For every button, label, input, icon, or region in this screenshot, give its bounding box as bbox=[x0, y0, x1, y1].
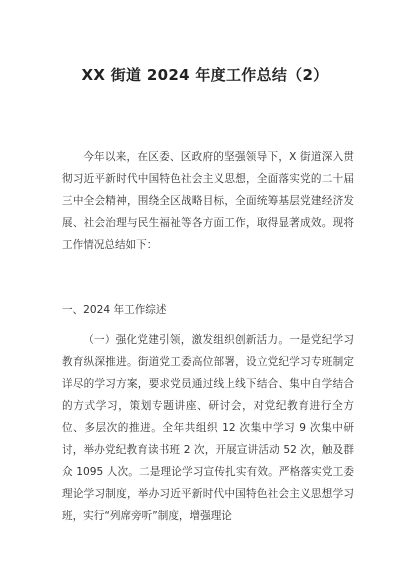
section-heading: 一、2024 年工作综述 bbox=[62, 304, 167, 316]
body-paragraph: （一）强化党建引领，激发组织创新活力。一是党纪学习教育纵深推进。街道党工委高位部署，设立党纪学习专班制定详尽的学习方案，要求党员通过线上线下结合、集中自学结合的方式学习，策划专题讲座、研讨会，对党纪教育进行全方位、多层次的推进。全年共组织 12 次集中学习 9 次集中研讨，举办党纪教育读书班 2 次，开展宣讲活动 52 次，触及群众 1095 人次。二是理论学习宣传扎实有效。严格落实党工委理论学习制度，举办习近平新时代中国特色社会主义思想学习班，实行“列席旁听”制度，增强理论 bbox=[62, 334, 354, 522]
document-title: XX 街道 2024 年度工作总结（2） bbox=[81, 66, 329, 84]
intro-paragraph: 今年以来，在区委、区政府的坚强领导下，X 街道深入贯彻习近平新时代中国特色社会主义思想，全面落实党的二十届三中全会精神，围绕全区战略目标，全面统筹基层党建经济发展、社会治理与民生福祉等各方面工作，取得显著成效。现将工作情况总结如下： bbox=[62, 151, 354, 251]
